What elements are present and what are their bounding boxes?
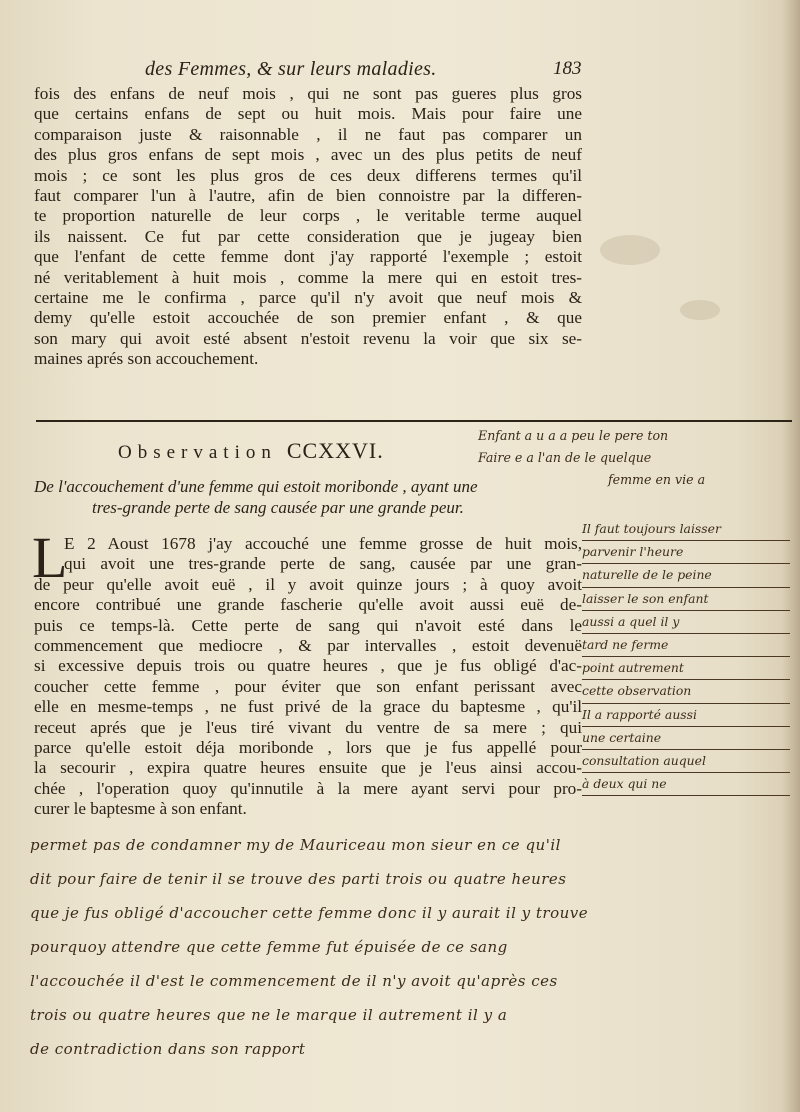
text-line: coucher cette femme , pour éviter que son enfant perissant avec [34,676,582,696]
handwritten-line: point autrement [582,657,790,680]
text-line: maines aprés son accouchement. [34,349,259,369]
text-line: qui avoit une tres-grande perte de sang, causée par une gran- [64,554,582,574]
text-line: ils naissent. Ce fut par cette consideration que je jugeay bien [34,226,582,246]
body-paragraph [32,525,582,820]
text-line: parce qu'elle estoit déja moribonde , lors que je fus appellé pour [34,738,582,758]
text-line: demy qu'elle estoit accouchée de son premier enfant , & que [34,308,582,328]
ink-blot [600,235,660,265]
text-line: que l'enfant de cette femme dont j'ay rapporté l'exemple ; estoit [34,247,582,267]
text-line: mois ; ce sont les plus gros de ces deux differens termes qu'il [34,165,582,185]
drop-cap: L [32,525,68,590]
text-line: que certains enfans de sept ou huit mois. Mais pour faire une [34,104,582,124]
section-rule [36,420,792,422]
handwritten-line: permet pas de condamner my de Mauriceau mon sieur en ce qu'il [30,836,561,854]
handwritten-line: trois ou quatre heures que ne le marque il autrement il y a [30,1006,508,1024]
handwritten-line: que je fus obligé d'accoucher cette femme donc il y aurait il y trouve [30,904,589,922]
subtitle-line: De l'accouchement d'une femme qui estoit moribonde , ayant une [34,477,478,496]
text-line: faut comparer l'un à l'autre, afin de bien connoistre par la differen- [34,186,582,206]
text-line: curer le baptesme à son enfant. [34,799,247,819]
handwritten-line: pourquoy attendre que cette femme fut épuisée de ce sang [30,938,508,956]
handwritten-line: à deux qui ne [582,773,790,796]
text-line: son mary qui avoit esté absent n'estoit revenu la voir que six se- [34,328,582,348]
observation-subtitle [34,476,584,518]
handwritten-line: aussi a quel il y [582,611,790,634]
handwritten-line: Il a rapporté aussi [582,704,790,727]
text-line: né veritablement à huit mois , comme la mere qui en estoit tres- [34,267,582,287]
text-line: E 2 Aoust 1678 j'ay accouché une femme grosse de huit mois, [64,534,582,553]
text-line: comparaison juste & raisonnable , il ne faut pas comparer un [34,124,582,144]
handwritten-line: tard ne ferme [582,634,790,657]
handwritten-line: une certaine [582,727,790,750]
text-line: te proportion naturelle de leur corps , le veritable terme auquel [34,206,582,226]
top-paragraph [34,84,582,370]
handwritten-line: dit pour faire de tenir il se trouve des parti trois ou quatre heures [30,870,567,888]
observation-heading [118,438,384,464]
running-title: des Femmes, & sur leurs maladies. [145,58,437,80]
handwritten-bottom-note [30,828,790,1066]
handwritten-line: naturelle de le peine [582,564,790,587]
text-line: la secourir , expira quatre heures ensuite que je l'eus ainsi accou- [34,758,582,778]
handwritten-line: consultation auquel [582,750,790,773]
handwritten-line: cette observation [582,680,790,703]
text-line: elle en mesme-temps , ne fust privé de la grace du baptesme , qu'il [34,697,582,717]
text-line: fois des enfans de neuf mois , qui ne sont pas gueres plus gros [34,84,582,103]
handwritten-line: femme en vie a [608,472,706,487]
text-line: chée , l'operation quoy qu'innutile à la mere ayant servi pour pro- [34,778,582,798]
page-number: 183 [553,58,582,79]
text-line: encore contribué une grande fascherie qu'elle avoit aussi euë de- [34,595,582,615]
ink-blot [680,300,720,320]
text-line: des plus gros enfans de sept mois , avec un des plus petits de neuf [34,145,582,165]
handwritten-line: Il faut toujours laisser [582,518,790,541]
text-line: de peur qu'elle avoit euë , il y avoit quinze jours ; à quoy avoit [34,574,582,594]
subtitle-line: tres-grande perte de sang causée par une grande peur. [92,498,464,517]
handwritten-line: Faire e a l'an de le quelque [478,450,652,465]
text-line: commencement que mediocre , & par intervalles , estoit devenuë [34,636,582,656]
text-line: puis ce temps-là. Cette perte de sang qui n'avoit esté dans le [34,615,582,635]
observation-label: Observation [118,442,277,463]
handwritten-line: l'accouchée il d'est le commencement de il n'y avoit qu'après ces [30,972,558,990]
handwritten-line: laisser le son enfant [582,588,790,611]
handwritten-line: Enfant a u a a peu le pere ton [478,428,669,443]
text-line: si excessive depuis trois ou quatre heures , que je fus obligé d'ac- [34,656,582,676]
text-line: certaine me le confirma , parce qu'il n'y avoit que neuf mois & [34,288,582,308]
observation-number: CCXXVI. [286,438,384,463]
text-line: receut aprés que je l'eus tiré vivant du ventre de sa mere ; qui [34,717,582,737]
handwritten-line: de contradiction dans son rapport [30,1040,306,1058]
handwritten-margin-note [582,518,790,796]
handwritten-line: parvenir l'heure [582,541,790,564]
